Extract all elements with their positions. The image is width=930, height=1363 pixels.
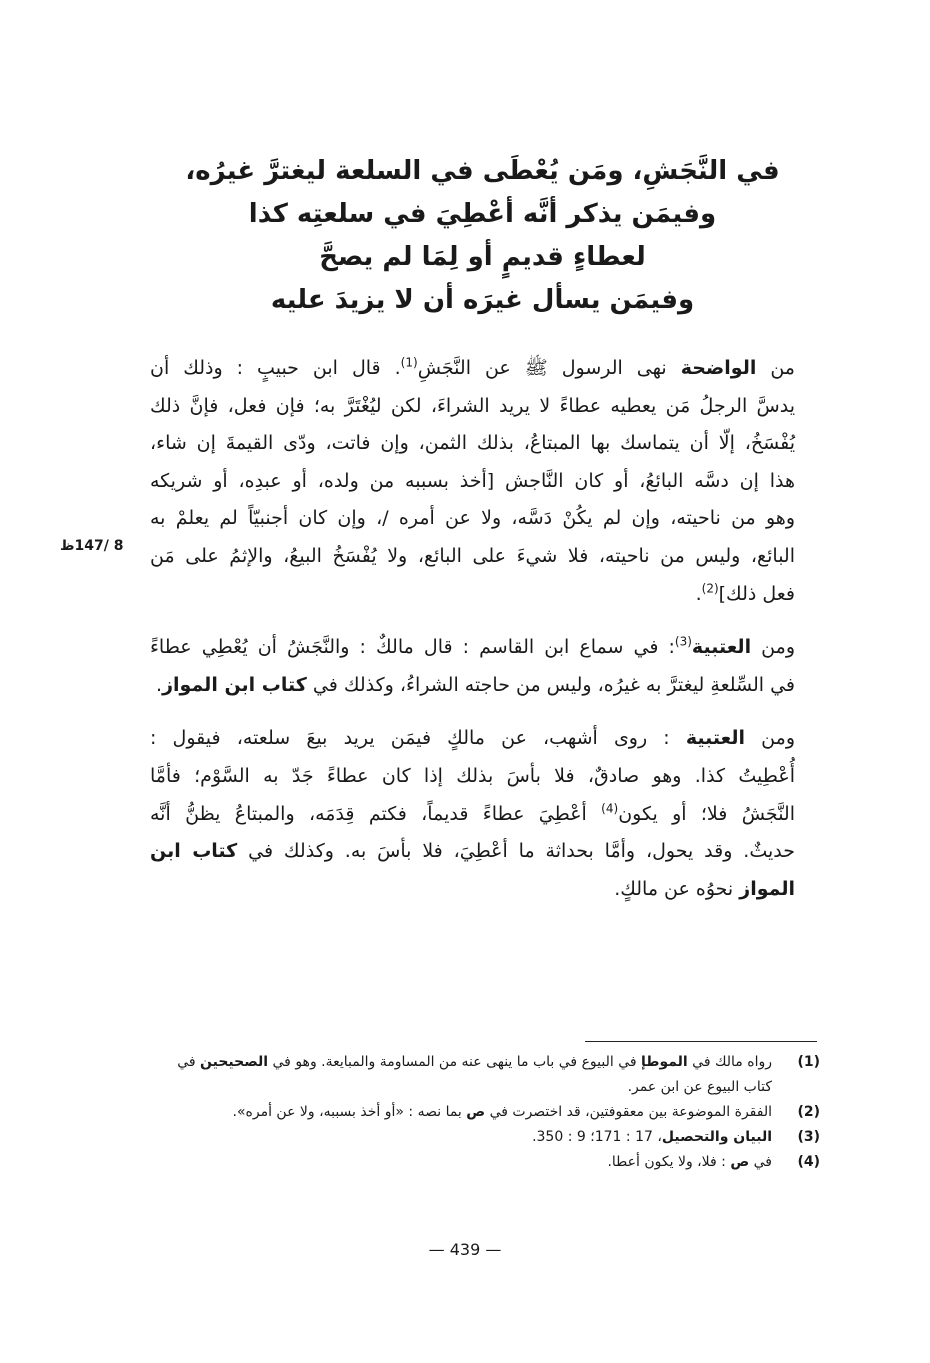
footnote-number: (1) [797,1054,820,1070]
footnote-2 [150,1100,820,1125]
text-run: في كتاب البيوع عن ابن عمر. [177,1054,772,1095]
title-line-3: لعطاءٍ قديمٍ أو لِمَا لم يصحَّ [319,242,646,272]
footnote-ref: (1) [400,355,418,370]
text-run: في البيوع في باب ما ينهى عنه من المساومة والمبايعة. وهو في [268,1054,642,1070]
body-line: يُفْسَخُ، إلّا أن يتماسك بها المبتاعُ، بذلك الثمن، وإن فاتت، ودّى القيمةَ إن شاء، [150,432,795,455]
source-name: المواز [739,877,795,900]
body-line: يدسَّ الرجلُ مَن يعطيه عطاءً لا يريد الشراءَ، لكن ليُغْتَرَّ به؛ فإن فعل، فإنَّ ذلك [150,394,795,417]
body-line [150,871,815,909]
title-line-1: في النَّجَشِ، ومَن يُعْطَى في السلعة ليغترَّ غيرُه، [185,156,780,186]
text-run: : فلا، ولا يكون أعطا. [607,1154,731,1170]
text-run: حديثٌ. وقد يحول، وأمَّا بحداثة ما أعْطِيَ، فلا بأسَ به. وكذلك في [237,840,795,863]
body-line [150,667,815,705]
body-line: البائع، وليس من ناحيته، فلا شيءَ على البائع، ولا يُفْسَخُ البيعُ، والإثمُ على مَن [150,544,795,567]
footnote-number: (3) [797,1129,820,1145]
text-run: بما نصه : «أو أخذ بسببه، ولا عن أمره». [232,1104,467,1120]
text-run: نحوُه عن مالكٍ. [614,877,740,900]
text-run: النَّجَشُ فلا؛ أو يكون [618,802,795,825]
source-name: كتاب ابن المواز [162,673,307,696]
source-name: ص [730,1154,750,1170]
text-run: : في سماع ابن القاسم : قال مالكٌ : والنَّجَشُ أن يُعْطِي عطاءً [150,636,675,659]
body-line [150,796,815,834]
title-line-4: وفيمَن يسأل غيرَه أن لا يزيدَ عليه [270,285,695,315]
title-line-2: وفيمَن يذكر أنَّه أعْطِيَ في سلعتِه كذا [248,199,717,229]
footnote-ref: (2) [701,581,719,596]
body-line [150,576,815,614]
text-run: رواه مالك في [687,1054,772,1070]
paragraph-2 [150,629,815,704]
text-run: ، 17 : 171؛ 9 : 350. [532,1129,662,1145]
source-name: العتبية [691,636,752,659]
body-line [150,720,815,758]
text-run: في [749,1154,772,1170]
body-line: أُعْطِيتُ كذا. وهو صادقٌ، فلا بأسَ بذلك إذا كان عطاءً جَدّ به السَّوْم؛ فأمَّا [150,764,795,787]
footnote-separator [585,1041,817,1042]
text-run: . [695,582,702,605]
footnote-3 [150,1125,820,1150]
body-line [150,629,815,667]
footnote-ref: (3) [674,634,692,649]
source-name: الواضحة [680,357,757,379]
footnotes [150,1050,820,1175]
footnote-4 [150,1150,820,1175]
text-run: فعل ذلك] [718,582,795,605]
text-run: من [756,357,795,379]
chapter-title [150,150,815,322]
footnote-number: (4) [797,1154,820,1170]
manuscript-folio-note: 8 /147ظ [60,538,124,554]
text-run: . قال ابن حبيبٍ : وذلك أن [150,357,401,379]
text-run: أعْطِيَ عطاءً قديماً، فكتم قِدَمَه، والمبتاعُ يظنُّ أنَّه [150,802,602,825]
text-run: الفقرة الموضوعة بين معقوفتين، قد اختصرت في [485,1104,772,1120]
source-name: ص [466,1104,486,1120]
footnote-1 [150,1050,820,1100]
source-name: العتبية [685,727,746,750]
text-run: نهى الرسول ﷺ عن النَّجَشِ [417,357,681,379]
footnote-number: (2) [797,1104,820,1120]
source-name: كتاب ابن [150,840,238,863]
text-run: ومن [751,636,795,659]
body-line: وهو من ناحيته، وإن لم يكُنْ دَسَّه، ولا عن أمره /، وإن كان أجنبيّاً لم يعلمْ به [150,507,795,530]
text-run: ومن [745,727,795,750]
source-name: الموطإ [641,1054,688,1070]
body-line [150,833,815,871]
paragraph-3 [150,720,815,908]
paragraph-1 [150,350,815,613]
body-line [150,350,815,388]
text-run: . [156,673,163,696]
footnote-ref: (4) [601,801,619,816]
body-line: هذا إن دسَّه البائعُ، أو كان النَّاجش [أخذ بسببه من ولده، أو عبدِه، أو شريكه [150,469,795,492]
page-number: — 439 — [428,1240,502,1259]
body-text [150,350,815,924]
source-name: الصحيحين [200,1054,269,1070]
text-run: : روى أشهب، عن مالكٍ فيمَن يريد بيعَ سلعته، فيقول : [150,727,686,750]
source-name: البيان والتحصيل [661,1129,772,1145]
text-run: في السِّلعةِ ليغترَّ به غيرُه، وليس من حاجته الشراءُ، وكذلك في [306,673,795,696]
